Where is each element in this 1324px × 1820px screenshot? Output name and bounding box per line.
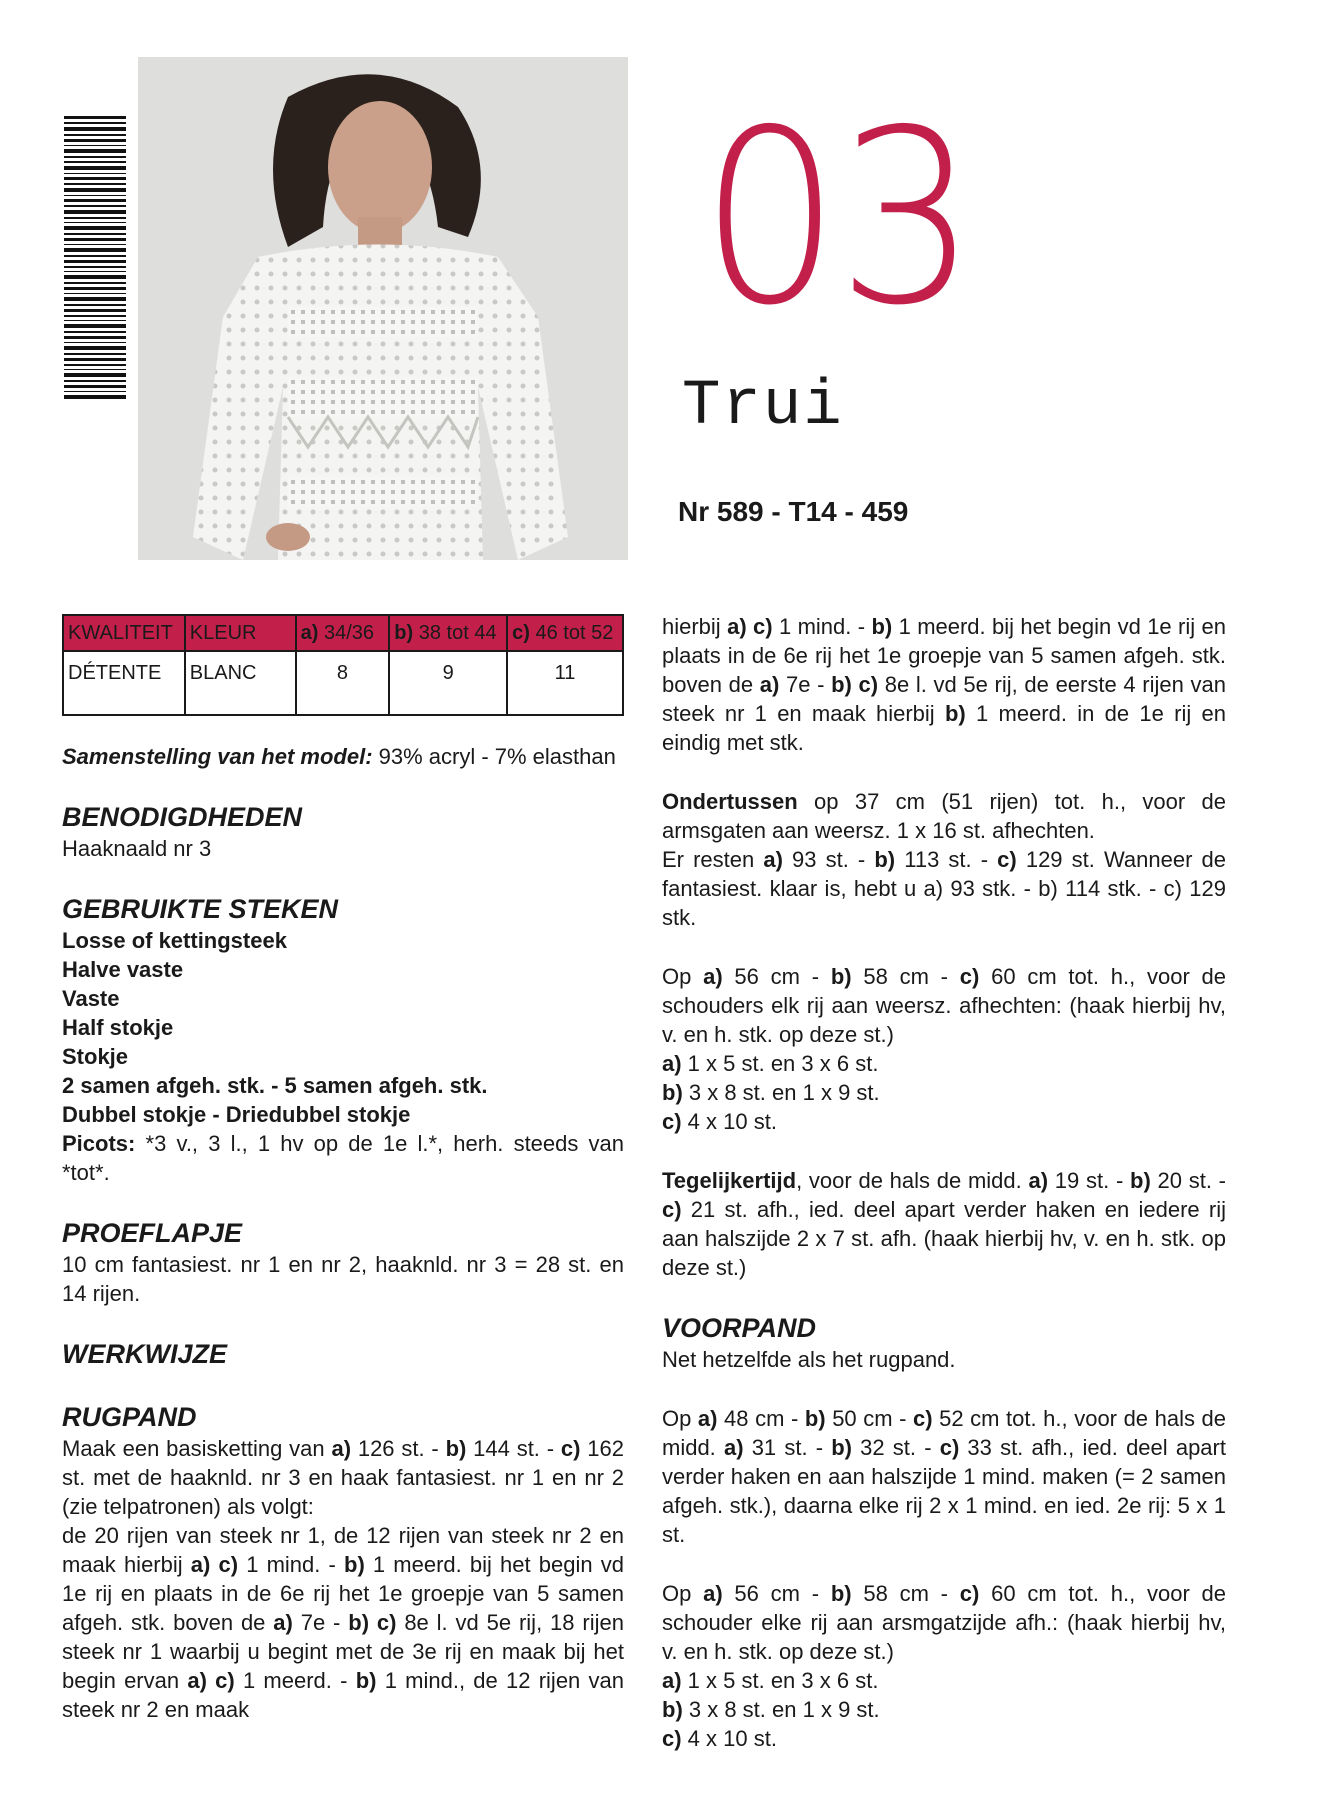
ondertussen-text: Ondertussen op 37 cm (51 rijen) tot. h., voor de armsgaten aan weersz. 1 x 16 st. afhechten. xyxy=(662,789,1226,843)
composition-text: 93% acryl - 7% elasthan xyxy=(372,744,616,769)
benodigdheden-text: Haaknaald nr 3 xyxy=(62,836,212,861)
size-key: b) xyxy=(394,621,414,644)
page-title: Trui xyxy=(682,371,844,443)
composition xyxy=(62,742,624,771)
section-heading: PROEFLAPJE xyxy=(62,1218,243,1248)
header-cell xyxy=(296,615,390,651)
list-item: a) 1 x 5 st. en 3 x 6 st. xyxy=(662,1668,879,1693)
stitch-item: Dubbel stokje - Driedubbel stokje xyxy=(62,1102,411,1127)
model-photo-icon xyxy=(138,57,628,560)
yarn-table xyxy=(62,614,624,716)
stitch-item: Losse of kettingsteek xyxy=(62,928,287,953)
rugpand-text: Maak een basisketting van a) 126 st. - b) 144 st. - c) 162 st. met de haaknld. nr 3 en haak fantasiest. nr 1 en nr 2 (zie telpatronen) als volgt: xyxy=(62,1436,624,1519)
picots xyxy=(62,1129,624,1187)
stitch-item: Vaste xyxy=(62,986,120,1011)
header-cell xyxy=(389,615,507,651)
proeflapje-text: 10 cm fantasiest. nr 1 en nr 2, haaknld. nr 3 = 28 st. en 14 rijen. xyxy=(62,1252,624,1306)
table-cell: BLANC xyxy=(185,651,296,715)
voorpand-text: Net hetzelfde als het rugpand. xyxy=(662,1347,956,1372)
list-item: a) 1 x 5 st. en 3 x 6 st. xyxy=(662,1051,879,1076)
section-heading: VOORPAND xyxy=(662,1313,817,1343)
section-heading: WERKWIJZE xyxy=(62,1339,227,1369)
schouders-text: Op a) 56 cm - b) 58 cm - c) 60 cm tot. h., voor de schouders elk rij aan weersz. afhechten: (haak hierbij hv, v. en h. stk. op deze st.) xyxy=(662,964,1226,1047)
schouder-text: Op a) 56 cm - b) 58 cm - c) 60 cm tot. h., voor de schouder elke rij aan arsmgatzijde afh.: (haak hierbij hv, v. en h. stk. op deze st.) xyxy=(662,1581,1226,1664)
size-label: 34/36 xyxy=(324,621,375,644)
header-cell: KLEUR xyxy=(185,615,296,651)
size-key: a) xyxy=(300,621,319,644)
section-heading: RUGPAND xyxy=(62,1402,197,1432)
yarn-table-header xyxy=(63,615,623,651)
table-cell: 11 xyxy=(507,651,623,715)
section-heading: GEBRUIKTE STEKEN xyxy=(62,894,339,924)
section-heading: BENODIGDHEDEN xyxy=(62,802,303,832)
tegelijkertijd-text: Tegelijkertijd, voor de hals de midd. a) 19 st. - b) 20 st. - c) 21 st. afh., ied. deel apart verder haken en iedere rij aan halszijde 2 x 7 st. afh. (haak hierbij hv, v. en h. stk. op deze st.) xyxy=(662,1168,1226,1280)
size-label: 38 tot 44 xyxy=(418,621,497,644)
composition-label: Samenstelling van het model: xyxy=(62,744,373,769)
right-column xyxy=(662,612,1226,1753)
pattern-reference: Nr 589 - T14 - 459 xyxy=(678,496,909,527)
table-row xyxy=(63,651,623,715)
rugpand-text: de 20 rijen van steek nr 1, de 12 rijen van steek nr 2 en maak hierbij a) c) 1 mind. - b) 1 meerd. bij het begin vd 1e rij en plaats in de 6e rij het 1e groepje van 5 samen afgeh. stk. boven de a) 7e - b) c) 8e l. vd 5e rij, 18 rijen steek nr 1 waarbij u begint met de 3e rij en maak bij het begin ervan a) c) 1 meerd. - b) 1 mind., de 12 rijen van steek nr 2 en maak xyxy=(62,1523,624,1722)
stitch-item: 2 samen afgeh. stk. - 5 samen afgeh. stk. xyxy=(62,1073,488,1098)
list-item: c) 4 x 10 st. xyxy=(662,1109,777,1134)
ondertussen-text: Er resten a) 93 st. - b) 113 st. - c) 129 st. Wanneer de fantasiest. klaar is, hebt u a) 93 stk. - b) 114 stk. - c) 129 stk. xyxy=(662,847,1226,930)
barcode-icon xyxy=(64,116,126,402)
stitch-item: Half stokje xyxy=(62,1015,174,1040)
header-cell xyxy=(507,615,623,651)
size-key: c) xyxy=(512,621,530,644)
table-cell: 8 xyxy=(296,651,390,715)
picots-text: *3 v., 3 l., 1 hv op de 1e l.*, herh. steeds van *tot*. xyxy=(62,1131,624,1185)
table-cell: 9 xyxy=(389,651,507,715)
hals-text: Op a) 48 cm - b) 50 cm - c) 52 cm tot. h., voor de hals de midd. a) 31 st. - b) 32 st. - c) 33 st. afh., ied. deel apart verder haken en aan halszijde 1 mind. maken (= 2 samen afgeh. stk.), daarna elke rij 2 x 1 mind. en ied. 2e rij: 5 x 1 st. xyxy=(662,1406,1226,1547)
pattern-number: 03 xyxy=(700,78,974,358)
header-cell: KWALITEIT xyxy=(63,615,185,651)
table-cell: DÉTENTE xyxy=(63,651,185,715)
size-label: 46 tot 52 xyxy=(535,621,614,644)
stitch-item: Stokje xyxy=(62,1044,129,1069)
rugpand-continued: hierbij a) c) 1 mind. - b) 1 meerd. bij het begin vd 1e rij en plaats in de 6e rij het 1e groepje van 5 samen afgeh. stk. boven de a) 7e - b) c) 8e l. vd 5e rij, de eerste 4 rijen van steek nr 1 en maak hierbij b) 1 meerd. in de 1e rij en eindig met stk. xyxy=(662,614,1226,755)
list-item: c) 4 x 10 st. xyxy=(662,1726,777,1751)
picots-label: Picots: xyxy=(62,1131,136,1156)
list-item: b) 3 x 8 st. en 1 x 9 st. xyxy=(662,1080,880,1105)
stitch-item: Halve vaste xyxy=(62,957,184,982)
list-item: b) 3 x 8 st. en 1 x 9 st. xyxy=(662,1697,880,1722)
left-column xyxy=(62,742,624,1724)
